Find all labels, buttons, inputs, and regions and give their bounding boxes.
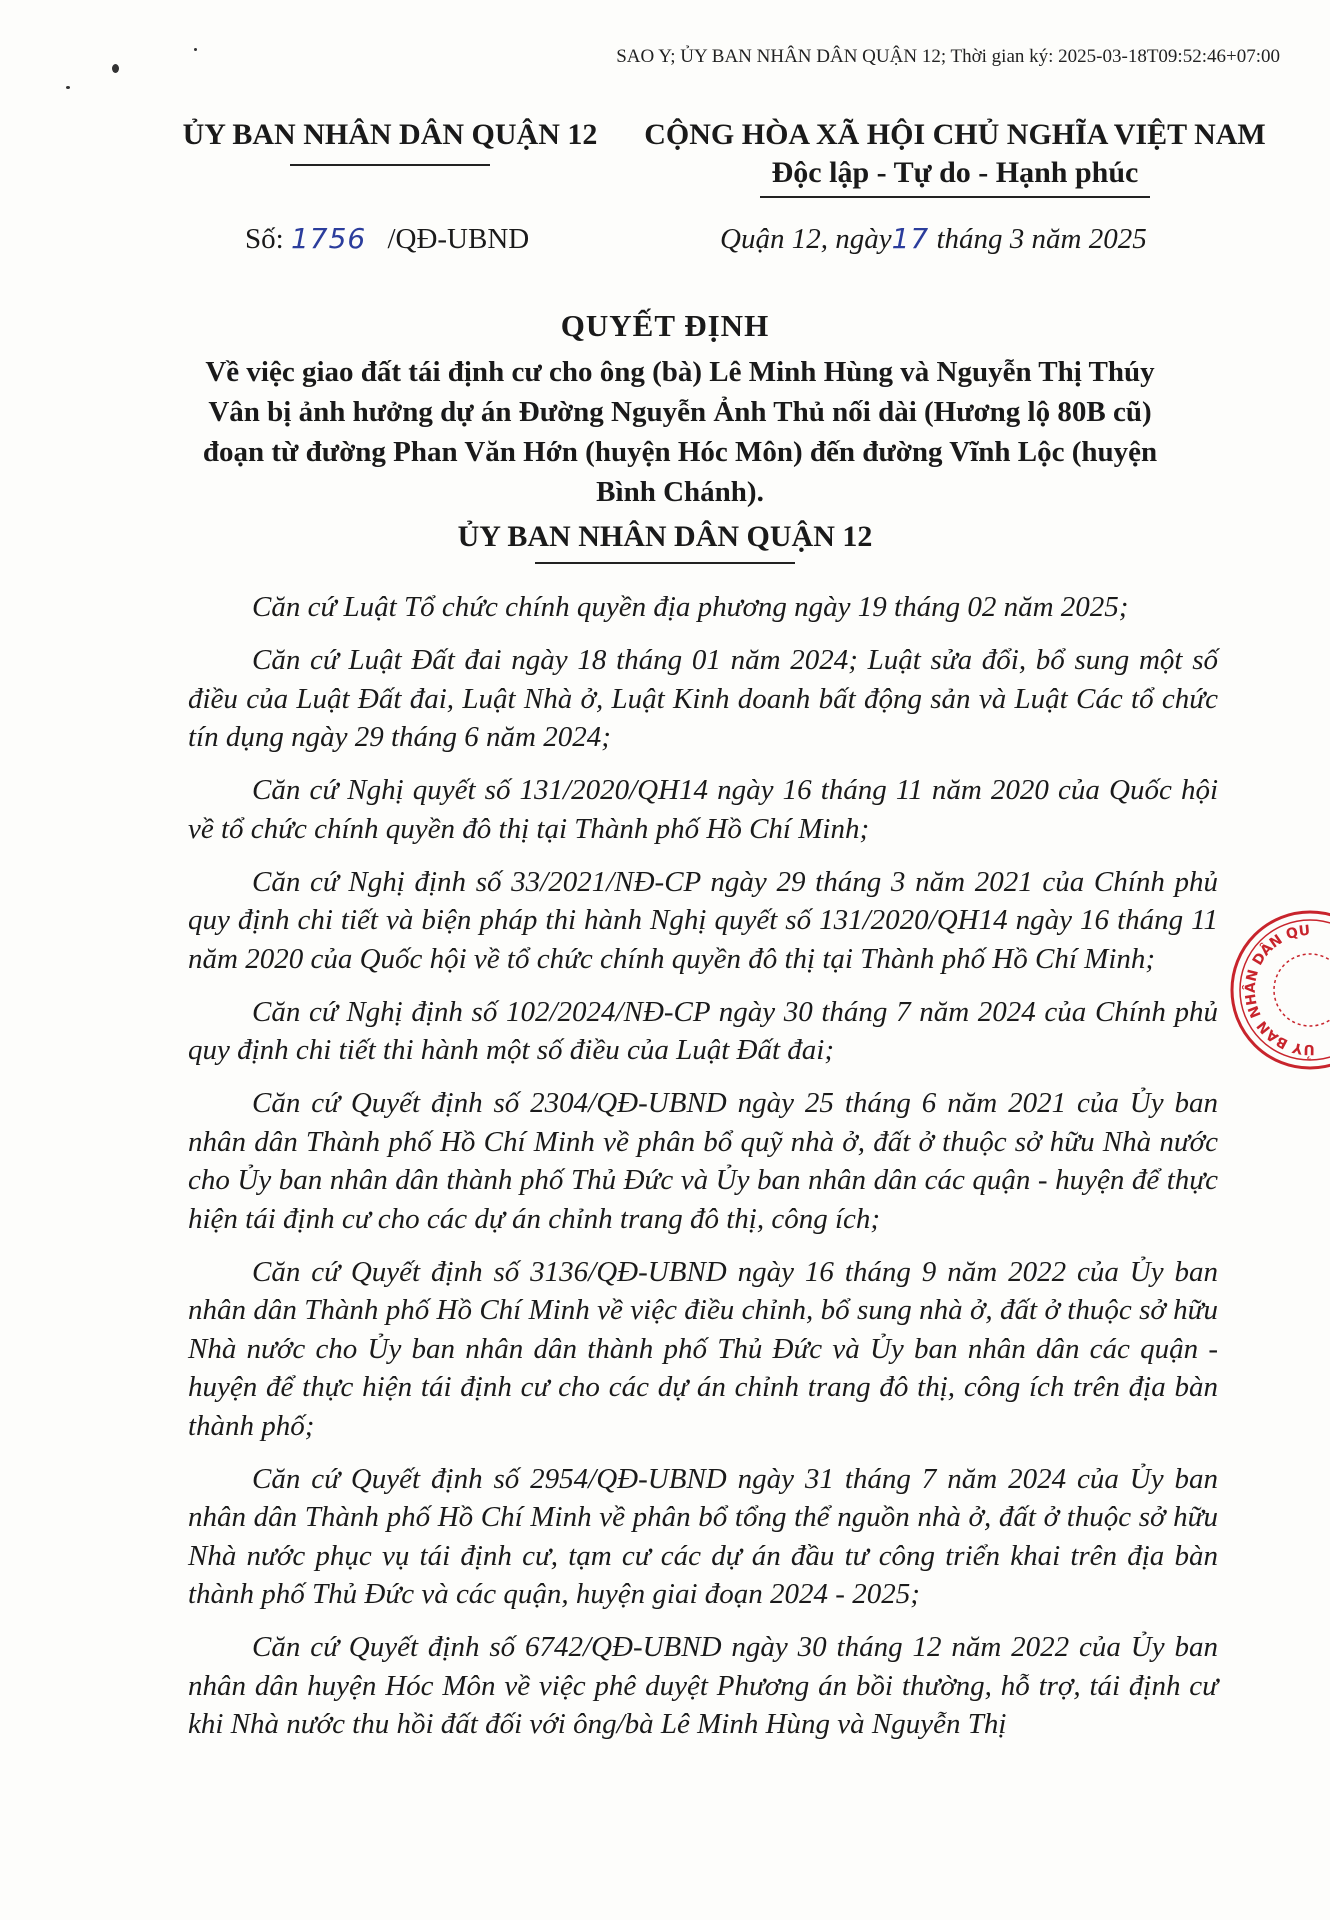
issuing-authority-name: ỦY BAN NHÂN DÂN QUẬN 12 — [182, 118, 598, 151]
seal-text: ỦY BAN NHÂN DÂN QUẬN — [1242, 922, 1315, 1058]
document-date — [720, 222, 1147, 256]
decision-authority — [0, 520, 1330, 564]
doc-number-suffix: /QĐ-UBND — [387, 223, 530, 255]
date-day-handwritten: 17 — [891, 222, 930, 255]
document-title: QUYẾT ĐỊNH — [560, 308, 770, 343]
decision-authority-name: ỦY BAN NHÂN DÂN QUẬN 12 — [457, 520, 873, 553]
document-subject: Về việc giao đất tái định cư cho ông (bà) Lê Minh Hùng và Nguyễn Thị Thúy Vân bị ảnh hưởng dự án Đường Nguyễn Ảnh Thủ nối dài (Hương lộ 80B cũ) đoạn từ đường Phan Văn Hớn (huyện Hóc Môn) đến đường Vĩnh Lộc (huyện Bình Chánh). — [202, 356, 1158, 508]
legal-basis-paragraph: Căn cứ Luật Tổ chức chính quyền địa phương ngày 19 tháng 02 năm 2025; — [252, 591, 1129, 623]
legal-basis-paragraph: Căn cứ Nghị định số 102/2024/NĐ-CP ngày 30 tháng 7 năm 2024 của Chính phủ quy định chi tiết thi hành một số điều của Luật Đất đai; — [188, 995, 1218, 1066]
scan-speck — [112, 64, 119, 73]
date-prefix: Quận 12, ngày — [720, 223, 892, 255]
digital-signature-line: SAO Y; ỦY BAN NHÂN DÂN QUẬN 12; Thời gian ký: 2025-03-18T09:52:46+07:00 — [616, 46, 1280, 67]
date-suffix: tháng 3 năm 2025 — [936, 223, 1147, 255]
legal-basis-paragraph: Căn cứ Quyết định số 2304/QĐ-UBND ngày 25 tháng 6 năm 2021 của Ủy ban nhân dân Thành phố Hồ Chí Minh về phân bổ quỹ nhà ở, đất ở thuộc sở hữu Nhà nước cho Ủy ban nhân dân thành phố Thủ Đức và Ủy ban nhân dân các quận - huyện để thực hiện tái định cư cho các dự án chỉnh trang đô thị, công ích; — [188, 1087, 1218, 1235]
legal-basis-paragraph: Căn cứ Quyết định số 2954/QĐ-UBND ngày 31 tháng 7 năm 2024 của Ủy ban nhân dân Thành phố Hồ Chí Minh về phân bổ tổng thể nguồn nhà ở, đất ở thuộc sở hữu Nhà nước phục vụ tái định cư, tạm cư các dự án đầu tư công triển khai trên địa bàn thành phố Thủ Đức và các quận, huyện giai đoạn 2024 - 2025; — [188, 1462, 1218, 1610]
doc-number-handwritten: 1756 — [290, 222, 367, 255]
legal-basis-paragraph: Căn cứ Nghị định số 33/2021/NĐ-CP ngày 29 tháng 3 năm 2021 của Chính phủ quy định chi tiết và biện pháp thi hành Nghị quyết số 131/2020/QH14 ngày 16 tháng 11 năm 2020 của Quốc hội về tổ chức chính quyền đô thị tại Thành phố Hồ Chí Minh; — [188, 865, 1218, 975]
scan-speck — [66, 86, 70, 89]
national-motto: Độc lập - Tự do - Hạnh phúc — [771, 156, 1139, 189]
doc-number-prefix: Số: — [245, 223, 284, 255]
national-header — [620, 118, 1290, 198]
legal-basis-paragraph: Căn cứ Quyết định số 3136/QĐ-UBND ngày 16 tháng 9 năm 2022 của Ủy ban nhân dân Thành phố Hồ Chí Minh về việc điều chỉnh, bổ sung nhà ở, đất ở thuộc sở hữu Nhà nước cho Ủy ban nhân dân thành phố Thủ Đức và Ủy ban nhân dân các quận - huyện để thực hiện tái định cư cho các dự án chỉnh trang đô thị, công ích trên địa bàn thành phố; — [188, 1255, 1218, 1442]
issuing-authority-header — [150, 118, 630, 166]
document-body — [188, 588, 1218, 1758]
document-number — [245, 222, 529, 256]
country-name: CỘNG HÒA XÃ HỘI CHỦ NGHĨA VIỆT NAM — [644, 118, 1266, 151]
svg-text:ỦY BAN NHÂN DÂN QUẬN 12 — [1225, 923, 1323, 1075]
legal-basis-paragraph: Căn cứ Luật Đất đai ngày 18 tháng 01 năm 2024; Luật sửa đổi, bổ sung một số điều của Luật Đất đai, Luật Nhà ở, Luật Kinh doanh bất động sản và Luật Các tổ chức tín dụng ngày 29 tháng 6 năm 2024; — [188, 644, 1218, 753]
legal-basis-paragraph: Căn cứ Nghị quyết số 131/2020/QH14 ngày 16 tháng 11 năm 2020 của Quốc hội về tổ chức chính quyền đô thị tại Thành phố Hồ Chí Minh; — [188, 774, 1218, 845]
scan-speck — [194, 48, 197, 51]
motto-underline — [760, 196, 1150, 198]
authority-underline — [535, 562, 795, 564]
legal-basis-paragraph: Căn cứ Quyết định số 6742/QĐ-UBND ngày 30 tháng 12 năm 2022 của Ủy ban nhân dân huyện Hóc Môn về việc phê duyệt Phương án bồi thường, hỗ trợ, tái định cư khi Nhà nước thu hồi đất đối với ông/bà Lê Minh Hùng và Nguyễn Thị — [188, 1631, 1218, 1740]
official-seal-stamp — [1225, 905, 1330, 1075]
header-left-underline — [290, 164, 490, 166]
